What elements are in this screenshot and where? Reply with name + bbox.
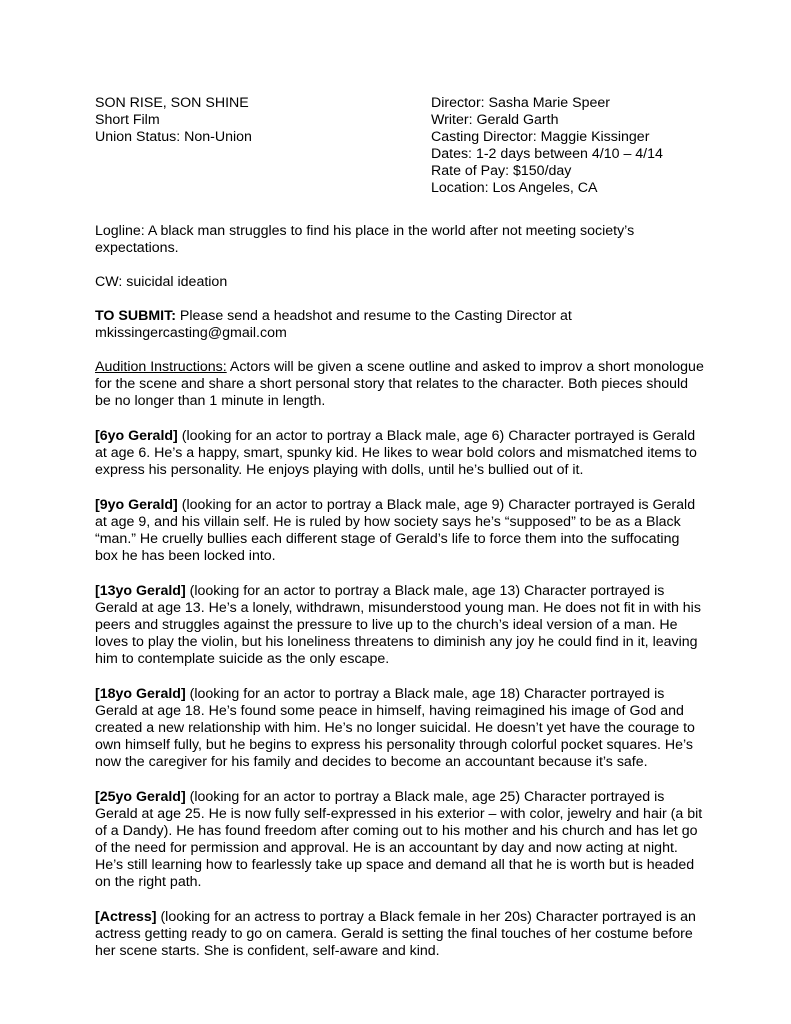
project-header [95,95,705,195]
logline: Logline: A black man struggles to find his place in the world after not meeting society’s expectations. [95,223,635,256]
submit-text: Please send a headshot and resume to the Casting Director at mkissingercasting@gmail.com [95,308,572,341]
casting-director: Casting Director: Maggie Kissinger [431,129,650,145]
project-title: SON RISE, SON SHINE [95,95,249,111]
union-status: Union Status: Non-Union [95,129,252,145]
role-13yo-gerald [95,583,705,668]
role-6yo-gerald [95,428,705,479]
role-actress [95,909,705,960]
role-name: [Actress] [95,909,157,925]
role-9yo-gerald [95,497,705,565]
audition-instructions [95,359,705,410]
production-details [431,95,663,197]
audition-text: Actors will be given a scene outline and asked to improv a short monologue for the scene and share a short personal story that relates to the character. Both pieces should be no longer than 1 minute in length. [95,359,704,409]
rate-of-pay: Rate of Pay: $150/day [431,163,572,179]
project-format: Short Film [95,112,160,128]
role-description: (looking for an actor to portray a Black male, age 25) Character portrayed is Gerald at age 25. He is now fully self-expressed in his exterior – with color, jewelry and hair (a bit of a Dandy). He has found freedom after coming out to his mother and his church and has let go of the need for permission and approval. He is an accountant by day and now acting at night. He’s still learning how to fearlessly take up space and demand all that he is worth but is headed on the right path. [95,789,703,890]
location: Location: Los Angeles, CA [431,180,598,196]
role-description: (looking for an actor to portray a Black male, age 6) Character portrayed is Gerald at age 6. He’s a happy, smart, spunky kid. He likes to wear bold colors and mismatched items to express his personality. He enjoys playing with dolls, until he’s bullied out of it. [95,428,697,478]
project-info [95,95,252,146]
role-25yo-gerald [95,789,705,891]
shoot-dates: Dates: 1-2 days between 4/10 – 4/14 [431,146,663,162]
content-warning: CW: suicidal ideation [95,274,228,290]
role-name: [13yo Gerald] [95,583,186,599]
role-name: [9yo Gerald] [95,497,178,513]
submission-instructions [95,308,705,342]
submit-label: TO SUBMIT: [95,308,176,324]
role-name: [25yo Gerald] [95,789,186,805]
audition-label: Audition Instructions: [95,359,227,375]
writer: Writer: Gerald Garth [431,112,559,128]
director: Director: Sasha Marie Speer [431,95,610,111]
role-description: (looking for an actress to portray a Black female in her 20s) Character portrayed is an actress getting ready to go on camera. Gerald is setting the final touches of her costume before her scene starts. She is confident, self-aware and kind. [95,909,696,959]
role-name: [6yo Gerald] [95,428,178,444]
role-description: (looking for an actor to portray a Black male, age 13) Character portrayed is Gerald at age 13. He’s a lonely, withdrawn, misunderstood young man. He does not fit in with his peers and struggles against the pressure to live up to the church’s ideal version of a man. He loves to play the violin, but his loneliness threatens to diminish any joy he could find in it, leaving him to contemplate suicide as the only escape. [95,583,701,667]
role-18yo-gerald [95,686,705,771]
role-description: (looking for an actor to portray a Black male, age 18) Character portrayed is Gerald at age 18. He’s found some peace in himself, having reimagined his image of God and created a new relationship with him. He’s no longer suicidal. He doesn’t yet have the courage to own himself fully, but he begins to express his personality through colorful pocket squares. He’s now the caregiver for his family and decides to become an accountant because it’s safe. [95,686,695,770]
role-description: (looking for an actor to portray a Black male, age 9) Character portrayed is Gerald at age 9, and his villain self. He is ruled by how society says he’s “supposed” to be as a Black “man.” He cruelly bullies each different stage of Gerald’s life to force them into the suffocating box he has been locked into. [95,497,696,564]
casting-notice-page [95,95,705,960]
role-name: [18yo Gerald] [95,686,186,702]
